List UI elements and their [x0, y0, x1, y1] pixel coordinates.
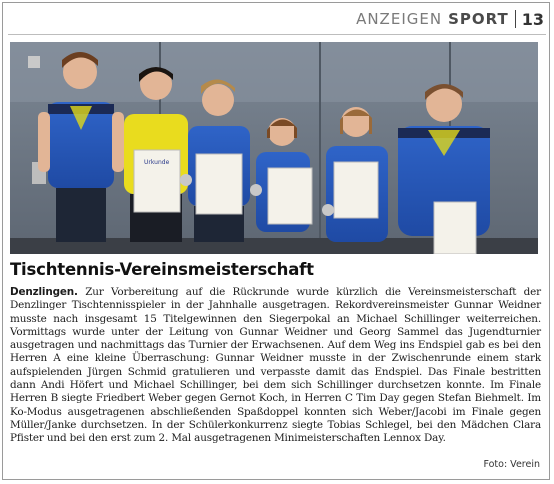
sport-label: SPORT	[448, 10, 509, 28]
team-photo	[10, 42, 538, 254]
article-headline: Tischtennis-Vereinsmeisterschaft	[10, 260, 314, 279]
article-body	[10, 286, 541, 446]
header-divider	[515, 10, 516, 28]
page-header	[356, 8, 544, 30]
header-rule	[8, 34, 546, 35]
article-text: Zur Vorbereitung auf die Rückrunde wurde kürzlich die Vereinsmeisterschaft der Denzlinger Tischtennisspieler in der Jahnhalle ausgetragen. Rekordvereinsmeister Gunnar Weidner musste nach insgesamt 15 Titelgewinnen den Siegerpokal an Michael Schillinger weiterreichen. Vormittags wurde unter der Leitung von Gunnar Weidner und Georg Sammel das Jugendturnier ausgetragen und nachmittags das Turnier der Erwachsenen. Auf dem Weg ins Endspiel gab es bei den Herren A eine kleine Überraschung: Gunnar Weidner musste in der Zwischenrunde einem stark aufspielenden Jürgen Schmid gratulieren und verpasste damit das Endspiel. Das Finale bestritten dann Andi Höfert und Michael Schillinger, bei dem sich Schillinger durchsetzen konnte. Im Finale Herren B siegte Friedbert Weber gegen Gernot Koch, in Herren C Tim Day gegen Stefan Biehmelt. Im Ko-Modus ausgetragenen abschließenden Spaßdoppel konnten sich Weber/Jacobi im Finale gegen Müller/Janke durchsetzen. In der Schülerkonkurrenz siegte Tobias Schlegel, bei den Mädchen Clara Pfister und bei den erst zum 2. Mal ausgetragenen Minimeisterschaften Lennox Day.	[10, 286, 541, 445]
page-number: 13	[521, 9, 544, 29]
photo-credit: Foto: Verein	[483, 459, 540, 470]
article-dateline: Denzlingen.	[10, 286, 78, 298]
svg-text:Urkunde: Urkunde	[144, 159, 170, 166]
section-label: ANZEIGEN	[356, 10, 443, 28]
